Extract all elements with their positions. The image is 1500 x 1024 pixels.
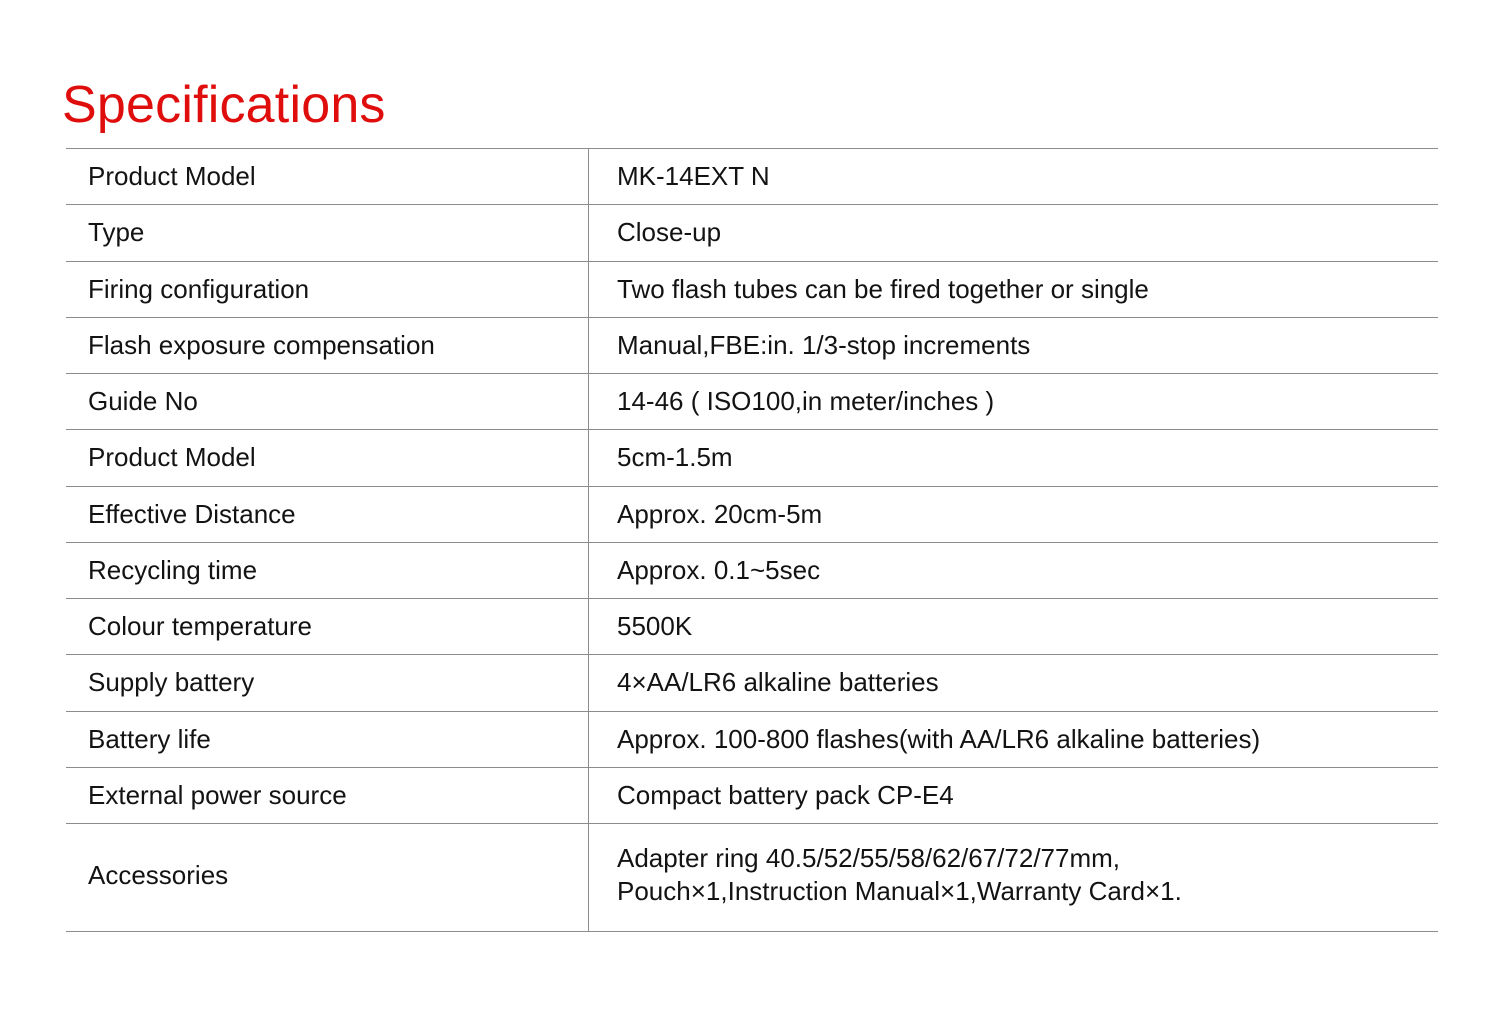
spec-value-line: MK-14EXT N bbox=[617, 161, 770, 191]
spec-label: Colour temperature bbox=[66, 599, 589, 655]
table-row bbox=[66, 767, 1438, 823]
spec-value bbox=[589, 542, 1439, 598]
table-row bbox=[66, 542, 1438, 598]
spec-label: Firing configuration bbox=[66, 261, 589, 317]
spec-value-line: Pouch×1,Instruction Manual×1,Warranty Card×1. bbox=[617, 876, 1182, 907]
spec-value bbox=[589, 599, 1439, 655]
spec-value-line: 5500K bbox=[617, 611, 693, 642]
specifications-table-body bbox=[66, 149, 1438, 932]
spec-value bbox=[589, 430, 1439, 486]
table-row bbox=[66, 599, 1438, 655]
table-row bbox=[66, 711, 1438, 767]
spec-label: Accessories bbox=[66, 824, 589, 932]
spec-value bbox=[589, 486, 1439, 542]
table-row bbox=[66, 824, 1438, 932]
specifications-table bbox=[66, 148, 1438, 932]
spec-label: Product Model bbox=[66, 149, 589, 205]
table-row bbox=[66, 261, 1438, 317]
spec-value-line: Manual,FBE:in. 1/3-stop increments bbox=[617, 329, 1031, 360]
spec-label: Battery life bbox=[66, 711, 589, 767]
table-row bbox=[66, 486, 1438, 542]
table-row bbox=[66, 317, 1438, 373]
spec-value-line: 14-46 ( ISO100,in meter/inches ) bbox=[617, 386, 995, 417]
spec-value bbox=[589, 317, 1439, 373]
spec-value bbox=[589, 824, 1439, 932]
spec-label: Product Model bbox=[66, 430, 589, 486]
spec-label: Supply battery bbox=[66, 655, 589, 711]
spec-value-line: Adapter ring 40.5/52/55/58/62/67/72/77mm, bbox=[617, 843, 1121, 874]
page-title: Specifications bbox=[62, 75, 386, 134]
spec-label: Type bbox=[66, 205, 589, 261]
spec-value-line: Two flash tubes can be fired together or single bbox=[617, 273, 1149, 304]
spec-label: Guide No bbox=[66, 374, 589, 430]
spec-value bbox=[589, 767, 1439, 823]
spec-label: Flash exposure compensation bbox=[66, 317, 589, 373]
spec-value-line: Compact battery pack CP-E4 bbox=[617, 779, 954, 810]
spec-value-line: Approx. 20cm-5m bbox=[617, 498, 823, 529]
table-row bbox=[66, 430, 1438, 486]
spec-value bbox=[589, 205, 1439, 261]
spec-label: External power source bbox=[66, 767, 589, 823]
spec-value-line: Approx. 0.1~5sec bbox=[617, 554, 821, 585]
spec-value bbox=[589, 149, 1439, 205]
table-row bbox=[66, 374, 1438, 430]
spec-value bbox=[589, 711, 1439, 767]
table-row bbox=[66, 149, 1438, 205]
table-row bbox=[66, 205, 1438, 261]
spec-value-line: 5cm-1.5m bbox=[617, 442, 733, 473]
spec-value bbox=[589, 374, 1439, 430]
spec-value-line: 4×AA/LR6 alkaline batteries bbox=[617, 667, 939, 698]
table-row bbox=[66, 655, 1438, 711]
spec-value bbox=[589, 261, 1439, 317]
spec-label: Effective Distance bbox=[66, 486, 589, 542]
spec-value-line: Close-up bbox=[617, 217, 722, 248]
spec-value bbox=[589, 655, 1439, 711]
spec-value-line: Approx. 100-800 flashes(with AA/LR6 alkaline batteries) bbox=[617, 723, 1261, 754]
spec-label: Recycling time bbox=[66, 542, 589, 598]
